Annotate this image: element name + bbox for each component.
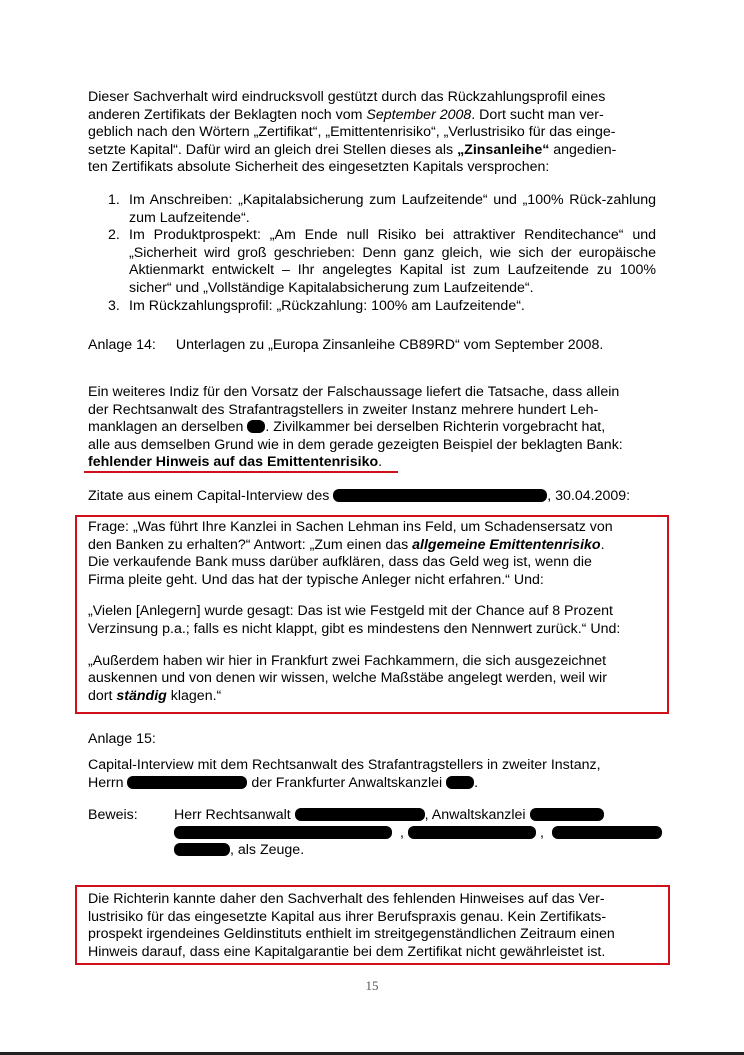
anlage-14-text: Unterlagen zu „Europa Zinsanleihe CB89RD“ vom September 2008. [175, 337, 604, 353]
intro-line: anderen Zertifikats der Beklagten noch vom September 2008. Dort sucht man ver- [88, 106, 604, 123]
redaction-bar [552, 826, 662, 839]
page-number: 15 [365, 978, 379, 993]
zinsanleihe-term: „Zinsanleihe“ [457, 141, 550, 158]
intro-line: Dieser Sachverhalt wird eindrucksvoll gestützt durch das Rückzahlungsprofil eines [88, 89, 606, 105]
intro-line: setzte Kapital“. Dafür wird an gleich drei Stellen dieses als „Zinsanleihe“ angedien- [88, 141, 617, 158]
anlage-15-line: Capital-Interview mit dem Rechtsanwalt des Strafantragstellers in zweiter Instanz, [88, 757, 601, 773]
conclusion-line: prospekt irgendeines Geldinstituts enthielt im streitgegenständlichen Zeitraum einen [88, 926, 615, 943]
beweis-label: Beweis: [88, 807, 138, 823]
numbered-list [108, 192, 656, 315]
indiz-line: alle aus demselben Grund wie in dem gerade gezeigten Beispiel der beklagten Bank: [88, 436, 623, 453]
redaction-bar [408, 826, 536, 839]
redaction-bar [127, 776, 247, 789]
list-item-number: 2. [108, 227, 120, 244]
quote-line: den Banken zu erhalten?“ Antwort: „Zum einen das allgemeine Emittentenrisiko. [88, 536, 605, 553]
redaction-bar [174, 843, 230, 856]
list-item-number: 3. [108, 297, 120, 314]
quote-line: „Außerdem haben wir hier in Frankfurt zwei Fachkammern, die sich ausgezeichnet [88, 652, 607, 669]
list-item-number: 1. [108, 192, 120, 208]
anlage-14 [88, 337, 656, 355]
anlage-15-label: Anlage 15: [88, 731, 156, 747]
beweis-content: Herr Rechtsanwalt , Anwaltskanzlei , , , als Zeuge. [174, 807, 656, 860]
list-item [108, 227, 656, 297]
red-underline [84, 471, 398, 473]
anlage-14-label: Anlage 14: [88, 337, 156, 353]
quote-line: Verzinsung p.a.; falls es nicht klappt, gibt es mindestens den Nennwert zurück.“ Und: [88, 620, 621, 637]
quote-line: Frage: „Was führt Ihre Kanzlei in Sachen Lehman ins Feld, um Schadensersatz von [88, 519, 613, 535]
redaction-bar [446, 776, 474, 789]
intro-line: geblich nach den Wörtern „Zertifikat“, „Emittentenrisiko“, „Verlustrisiko für das einge- [88, 124, 616, 141]
conclusion-line: Die Richterin kannte daher den Sachverhalt des fehlenden Hinweises auf das Ver- [88, 891, 605, 907]
staendig-emphasis: ständig [116, 687, 167, 704]
intro-date: September 2008 [366, 106, 472, 123]
anlage-15-text [88, 757, 656, 792]
quote-line: Firma pleite geht. Und das hat der typische Anleger nicht erfahren.“ Und: [88, 571, 544, 588]
quote-line: auskennen und von denen wir wissen, welche Maßstäbe angelegt werden, weil wir [88, 670, 607, 687]
intro-line: ten Zertifikats absolute Sicherheit des eingesetzten Kapitals versprochen: [88, 159, 550, 176]
conclusion-paragraph [88, 891, 656, 961]
emittentenrisiko-highlight: fehlender Hinweis auf das Emittentenrisiko [88, 454, 379, 471]
indiz-line: der Rechtsanwalt des Strafantragstellers in zweiter Instanz mehrere hundert Leh- [88, 401, 599, 418]
list-item [108, 298, 656, 316]
conclusion-line: lustrisiko für das eingesetzte Kapital aus ihrer Berufspraxis genau. Kein Zertifikats- [88, 908, 607, 925]
quote-line: „Vielen [Anlegern] wurde gesagt: Das ist wie Festgeld mit der Chance auf 8 Prozent [88, 603, 613, 620]
intro-paragraph [88, 89, 656, 177]
interview-quote [88, 519, 656, 705]
indiz-line: Ein weiteres Indiz für den Vorsatz der Falschaussage liefert die Tatsache, dass allein [88, 384, 620, 400]
emittentenrisiko-emphasis: allgemeine Emittentenrisiko [412, 536, 601, 553]
indiz-line: manklagen an derselben . Zivilkammer bei derselben Richterin vorgebracht hat, [88, 419, 606, 436]
zitate-line: Zitate aus einem Capital-Interview des , 30.04.2009: [88, 488, 631, 504]
redaction-bar [530, 808, 604, 821]
redaction-bar [174, 826, 392, 839]
quote-line: Die verkaufende Bank muss darüber aufklären, dass das Geld weg ist, wenn die [88, 554, 592, 571]
indiz-line: fehlender Hinweis auf das Emittentenrisiko. [88, 454, 383, 471]
redaction-bar [333, 489, 547, 502]
conclusion-line: Hinweis darauf, dass eine Kapitalgarantie bei dem Zertifikat nicht gewährleistet ist. [88, 943, 606, 960]
list-item-text: Im Anschreiben: „Kapitalabsicherung zum Laufzeitende“ und „100% Rück-zahlung zum Laufzeitende“. [129, 192, 656, 226]
list-item-text: Im Produktprospekt: „Am Ende null Risiko bei attraktiver Renditechance“ und „Sicherheit wird groß geschrieben: Denn ganz gleich, wie sich der europäische Aktienmarkt entwickelt – Ihr angelegtes Kapital ist zum Laufzeitende zu 100% sicher“ und „Vollständige Kapitalabsicherung zum Laufzeitende“. [129, 227, 656, 296]
list-item [108, 192, 656, 227]
redaction-bar [295, 808, 425, 821]
indiz-paragraph [88, 384, 656, 472]
list-item-text: Im Rückzahlungsprofil: „Rückzahlung: 100% am Laufzeitende“. [129, 297, 525, 314]
anlage-15-line: Herrn der Frankfurter Anwaltskanzlei . [88, 774, 479, 791]
quote-line: dort ständig klagen.“ [88, 687, 222, 704]
redaction-bar [247, 420, 265, 433]
